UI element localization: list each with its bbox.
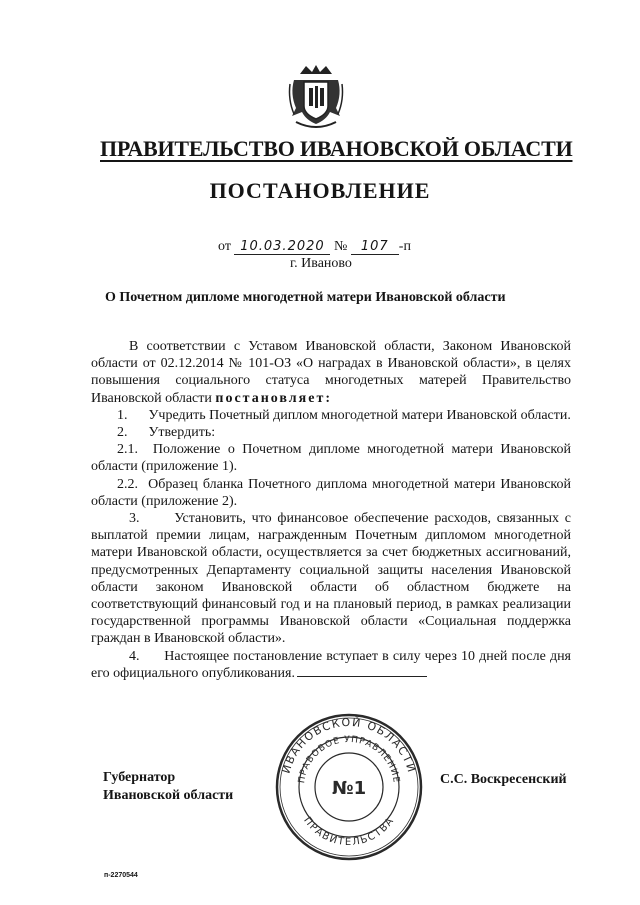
underline-stroke: [297, 675, 427, 677]
seal-ring-text: ИВАНОВСКОЙ ОБЛАСТИ: [279, 715, 419, 775]
document-type: ПОСТАНОВЛЕНИЕ: [209, 178, 431, 203]
date-prefix: от: [218, 239, 231, 254]
document-code: п-2270544: [104, 872, 138, 879]
signatory-position: Губернатор Ивановской области: [103, 770, 234, 803]
date-value: 10.03.2020: [234, 240, 330, 255]
resolves-word: постановляет:: [215, 390, 332, 406]
document-body: [91, 338, 571, 682]
svg-text:ИВАНОВСКОЙ ОБЛАСТИ: [280, 716, 419, 775]
svg-text:ПРАВИТЕЛЬСТВА: [301, 815, 396, 848]
coat-of-arms-icon: [286, 64, 346, 134]
official-seal-icon: [274, 712, 424, 862]
seal-inner-text: ПРАВОВОЕ УПРАВЛЕНИЕ: [297, 734, 401, 785]
organization-title: ПРАВИТЕЛЬСТВО ИВАНОВСКОЙ ОБЛАСТИ: [100, 136, 573, 161]
number-label: №: [333, 239, 348, 254]
item-1: 1. Учредить Почетный диплом многодетной матери Ивановской области.: [117, 407, 571, 423]
city: г. Иваново: [290, 256, 352, 271]
item-3: 3. Установить, что финансовое обеспечение расходов, связанных с выплатой премии лицам, награжденным Почетным дипломом многодетной матери Ивановской области, осуществляется за счет бюджетных ассигнований, предусмотренных Департаменту социальной защиты населения Ивановской области законом Ивановской области об областном бюджете на соответствующий финансовый год и на плановый период, в рамках реализации государственной программы Ивановской области «Социальная поддержка граждан в Ивановской области».: [91, 511, 571, 647]
item-4: 4. Настоящее постановление вступает в силу через 10 дней после дня его официального опубликования.: [91, 648, 571, 681]
number-suffix: -п: [398, 239, 411, 254]
intro-paragraph: В соответствии с Уставом Ивановской области, Законом Ивановской области от 02.12.2014 № 101-ОЗ «О наградах в Ивановской области», в целях повышения социального статуса многодетных матерей Правительство Ивановской области постановляет:: [91, 339, 571, 406]
seal-number: №1: [331, 778, 367, 799]
date-number-line: [218, 239, 411, 255]
item-2-2: 2.2. Образец бланка Почетного диплома многодетной матери Ивановской области (приложение 2).: [91, 476, 571, 509]
item-2: 2. Утвердить:: [117, 425, 216, 441]
number-value: 107: [351, 240, 399, 255]
seal-lower-text: ПРАВИТЕЛЬСТВА: [301, 815, 397, 849]
svg-text:ПРАВОВОЕ УПРАВЛЕНИЕ: [297, 735, 401, 784]
item-2-1: 2.1. Положение о Почетном дипломе многодетной матери Ивановской области (приложение 1).: [91, 442, 571, 475]
signatory-name: С.С. Воскресенский: [440, 772, 567, 787]
document-subject: О Почетном дипломе многодетной матери Ивановской области: [105, 290, 506, 305]
